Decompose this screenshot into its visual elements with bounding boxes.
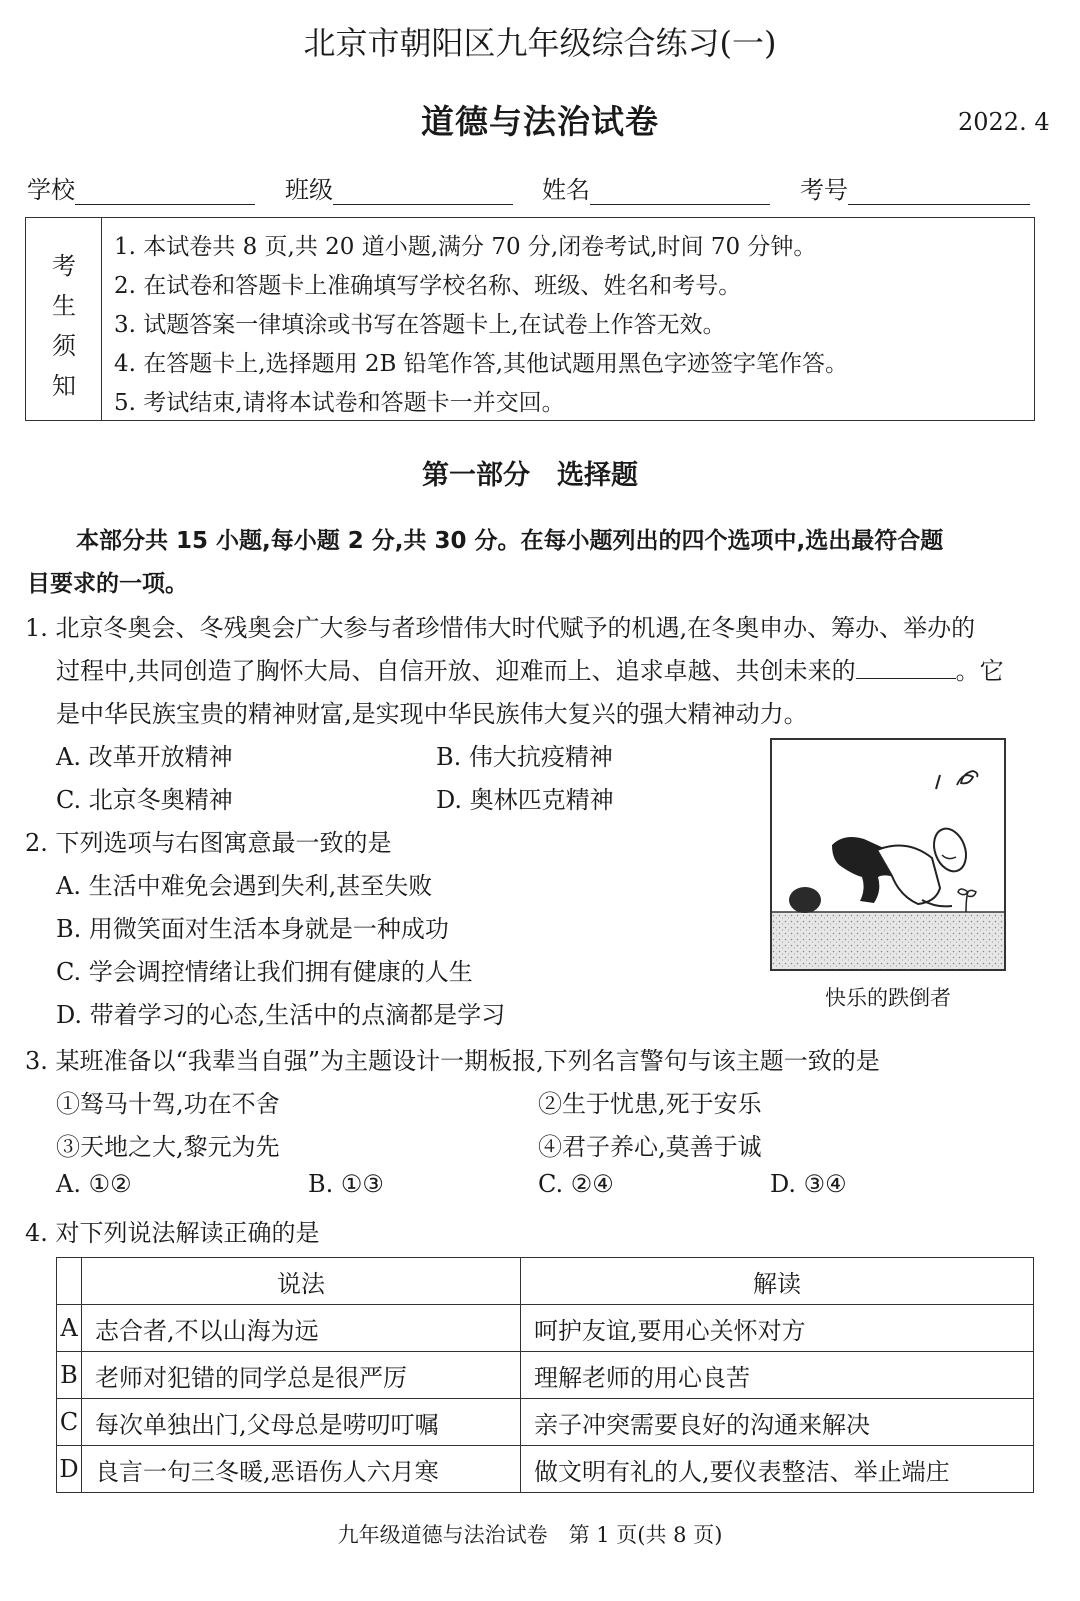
notice-label <box>26 218 102 420</box>
motion-mark <box>936 775 940 789</box>
notice-label-char: 知 <box>52 372 76 400</box>
question-4-table <box>56 1257 1034 1493</box>
table-row[interactable] <box>57 1446 1034 1493</box>
notice-line: 4. 在答题卡上,选择题用 2B 铅笔作答,其他试题用黑色字迹签字笔作答。 <box>114 351 849 377</box>
row-saying: 每次单独出门,父母总是唠叨叮嘱 <box>82 1399 521 1446</box>
exam-date: 2022. 4 <box>958 108 1050 136</box>
question-1-option-c[interactable]: C. 北京冬奥精神 <box>56 786 233 814</box>
question-1-blank <box>856 656 956 679</box>
row-key: A <box>57 1305 82 1352</box>
exam-number-label: 考号 <box>800 176 848 204</box>
notice-line: 5. 考试结束,请将本试卷和答题卡一并交回。 <box>114 390 565 416</box>
ground <box>772 912 1004 969</box>
notice-label-char: 考 <box>52 252 76 280</box>
question-4-stem: 4. 对下列说法解读正确的是 <box>25 1219 320 1247</box>
part-one-intro-line: 目要求的一项。 <box>27 571 188 597</box>
question-1-stem-line2 <box>56 651 1004 686</box>
page-footer: 九年级道德与法治试卷 第 1 页(共 8 页) <box>337 1523 723 1547</box>
question-2-option-a[interactable]: A. 生活中难免会遇到失利,甚至失败 <box>56 872 433 900</box>
notice-line: 3. 试题答案一律填涂或书写在答题卡上,在试卷上作答无效。 <box>114 312 726 338</box>
question-3-option-a[interactable]: A. ①② <box>56 1170 132 1198</box>
class-field[interactable] <box>285 170 513 205</box>
music-note-icon <box>957 771 978 785</box>
row-reading: 呵护友谊,要用心关怀对方 <box>521 1305 1034 1352</box>
sprout-icon <box>958 889 976 912</box>
table-row[interactable] <box>57 1305 1034 1352</box>
row-key: D <box>57 1446 82 1493</box>
question-3-option-b[interactable]: B. ①③ <box>308 1170 384 1198</box>
name-label: 姓名 <box>542 176 590 204</box>
student-info-row <box>27 170 1037 206</box>
cartoon-illustration <box>772 740 1004 969</box>
table-header-saying: 说法 <box>82 1258 521 1305</box>
notice-label-char: 须 <box>52 332 76 360</box>
question-3-option-c[interactable]: C. ②④ <box>538 1170 614 1198</box>
table-row[interactable] <box>57 1399 1034 1446</box>
question-1-option-b[interactable]: B. 伟大抗疫精神 <box>436 743 613 771</box>
question-1-option-d[interactable]: D. 奥林匹克精神 <box>436 786 614 814</box>
part-one-intro-line: 本部分共 15 小题,每小题 2 分,共 30 分。在每小题列出的四个选项中,选出最符合题 <box>76 528 944 554</box>
name-blank[interactable] <box>590 178 770 205</box>
school-field[interactable] <box>27 170 255 205</box>
happy-faller-cartoon <box>770 738 1006 971</box>
question-3-item: ①驽马十驾,功在不舍 <box>56 1090 280 1118</box>
question-2-option-b[interactable]: B. 用微笑面对生活本身就是一种成功 <box>56 915 449 943</box>
class-label: 班级 <box>285 176 333 204</box>
row-saying: 老师对犯错的同学总是很严厉 <box>82 1352 521 1399</box>
question-2-stem: 2. 下列选项与右图寓意最一致的是 <box>25 829 392 857</box>
row-saying: 良言一句三冬暖,恶语伤人六月寒 <box>82 1446 521 1493</box>
class-blank[interactable] <box>333 178 513 205</box>
school-blank[interactable] <box>75 178 255 205</box>
table-row[interactable] <box>57 1352 1034 1399</box>
notice-label-char: 生 <box>52 292 76 320</box>
row-saying: 志合者,不以山海为远 <box>82 1305 521 1352</box>
question-2-option-c[interactable]: C. 学会调控情绪让我们拥有健康的人生 <box>56 958 473 986</box>
question-3-item: ②生于忧患,死于安乐 <box>538 1090 762 1118</box>
part-one-title: 第一部分 选择题 <box>422 460 638 491</box>
exam-notice-box <box>25 217 1035 421</box>
school-label: 学校 <box>27 176 75 204</box>
notice-line: 1. 本试卷共 8 页,共 20 道小题,满分 70 分,闭卷考试,时间 70 分钟。 <box>114 234 817 260</box>
table-corner-cell <box>57 1258 82 1305</box>
question-1-stem: 是中华民族宝贵的精神财富,是实现中华民族伟大复兴的强大精神动力。 <box>56 700 808 728</box>
question-3-stem: 3. 某班准备以“我辈当自强”为主题设计一期板报,下列名言警句与该主题一致的是 <box>25 1047 880 1075</box>
exam-subtitle: 道德与法治试卷 <box>421 102 659 141</box>
question-3-item: ④君子养心,莫善于诚 <box>538 1133 762 1161</box>
question-2-option-d[interactable]: D. 带着学习的心态,生活中的点滴都是学习 <box>56 1001 506 1029</box>
row-key: B <box>57 1352 82 1399</box>
question-1-stem: 1. 北京冬奥会、冬残奥会广大参与者珍惜伟大时代赋予的机遇,在冬奥申办、筹办、举办的 <box>25 614 976 642</box>
row-reading: 理解老师的用心良苦 <box>521 1352 1034 1399</box>
figure-caption: 快乐的跌倒者 <box>825 986 951 1010</box>
rock-icon <box>789 887 821 913</box>
name-field[interactable] <box>542 170 770 205</box>
notice-line: 2. 在试卷和答题卡上准确填写学校名称、班级、姓名和考号。 <box>114 273 742 299</box>
exam-number-blank[interactable] <box>848 178 1030 205</box>
question-1-text: 。它 <box>955 657 1004 685</box>
question-3-option-d[interactable]: D. ③④ <box>770 1170 847 1198</box>
exam-number-field[interactable] <box>800 170 1030 205</box>
question-1-option-a[interactable]: A. 改革开放精神 <box>56 743 233 771</box>
table-header-reading: 解读 <box>521 1258 1034 1305</box>
row-reading: 做文明有礼的人,要仪表整洁、举止端庄 <box>521 1446 1034 1493</box>
exam-title: 北京市朝阳区九年级综合练习(一) <box>303 24 777 62</box>
table-header-row <box>57 1258 1034 1305</box>
row-key: C <box>57 1399 82 1446</box>
row-reading: 亲子冲突需要良好的沟通来解决 <box>521 1399 1034 1446</box>
question-1-text: 过程中,共同创造了胸怀大局、自信开放、迎难而上、追求卓越、共创未来的 <box>56 657 856 685</box>
question-3-item: ③天地之大,黎元为先 <box>56 1133 280 1161</box>
